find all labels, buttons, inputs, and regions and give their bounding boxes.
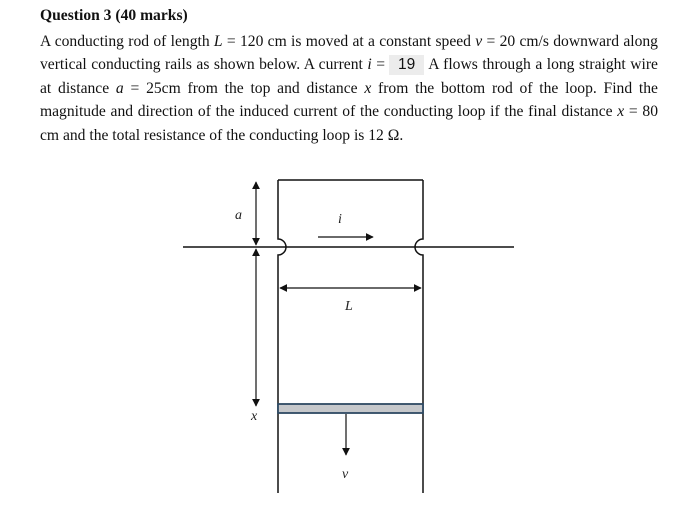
variable-i: i <box>367 56 372 73</box>
conducting-rod <box>278 404 423 413</box>
label-x: x <box>251 409 258 424</box>
variable-x: x <box>617 103 625 120</box>
text-segment: from the bottom rod of the loop. Find the magnitude and direction of the induced current of the conducting loop if the final distance <box>40 79 658 120</box>
text-segment: = 80 cm and the total resistance of the conducting loop is 12 Ω. <box>40 103 658 144</box>
variable-x: x <box>364 79 372 97</box>
label-i: i <box>338 212 342 227</box>
text-segment: A conducting rod of length <box>40 32 214 50</box>
text-segment: = 20 cm/s downward along vertical conducting rails as shown below. A current <box>40 32 658 73</box>
text-segment: = 25cm from the top and distance <box>123 79 365 97</box>
label-L: L <box>345 299 353 314</box>
text-segment: = 120 cm is moved at a constant speed <box>222 32 476 50</box>
text-segment: A flows through a long straight wire at distance <box>40 56 658 97</box>
label-a: a <box>235 208 242 223</box>
text-segment: = <box>371 56 385 73</box>
current-value-box: 19 <box>389 55 424 75</box>
variable-v: v <box>475 32 483 50</box>
variable-L: L <box>213 32 223 50</box>
label-v: v <box>342 467 349 482</box>
variable-a: a <box>115 79 124 97</box>
right-rail <box>415 180 423 493</box>
left-rail <box>278 180 286 493</box>
question-title: Question 3 (40 marks) <box>40 7 188 24</box>
